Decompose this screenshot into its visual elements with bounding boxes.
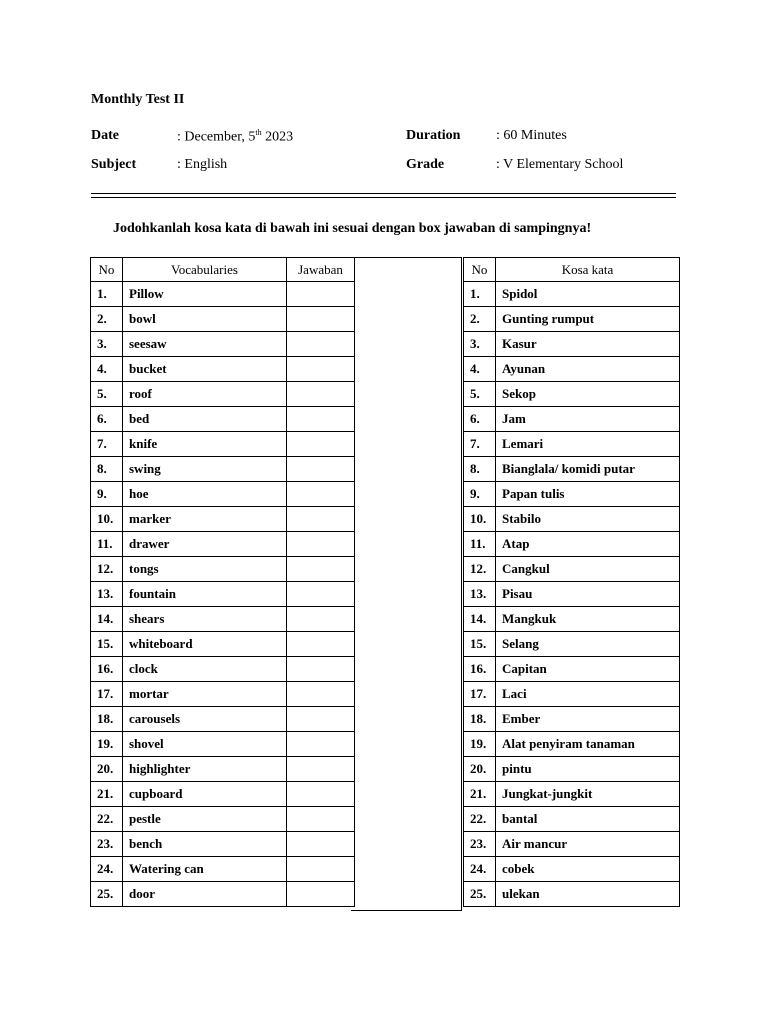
answer-cell[interactable] — [287, 857, 355, 882]
answer-cell[interactable] — [287, 282, 355, 307]
row-word: Mangkuk — [496, 607, 680, 632]
answer-cell[interactable] — [287, 407, 355, 432]
answer-cell[interactable] — [287, 532, 355, 557]
answer-cell[interactable] — [287, 832, 355, 857]
table-row — [464, 632, 680, 657]
row-word: hoe — [123, 482, 287, 507]
row-number: 14. — [464, 607, 496, 632]
table-row — [464, 732, 680, 757]
row-number: 1. — [464, 282, 496, 307]
table-row — [91, 807, 355, 832]
table-row — [464, 532, 680, 557]
row-number: 10. — [464, 507, 496, 532]
date-value — [177, 128, 293, 146]
answer-cell[interactable] — [287, 607, 355, 632]
row-number: 25. — [464, 882, 496, 907]
row-word: seesaw — [123, 332, 287, 357]
answer-cell[interactable] — [287, 307, 355, 332]
row-number: 21. — [91, 782, 123, 807]
row-number: 8. — [91, 457, 123, 482]
table-row — [91, 757, 355, 782]
row-word: Jam — [496, 407, 680, 432]
row-word: Sekop — [496, 382, 680, 407]
row-number: 2. — [91, 307, 123, 332]
divider-line-top — [91, 193, 676, 194]
table-row — [91, 307, 355, 332]
row-word: ulekan — [496, 882, 680, 907]
table-row — [464, 382, 680, 407]
divider-line-bottom — [91, 197, 676, 198]
table-row — [464, 757, 680, 782]
row-word: pestle — [123, 807, 287, 832]
table-row — [91, 482, 355, 507]
date-value-prefix: : December, 5 — [177, 129, 256, 145]
row-number: 5. — [464, 382, 496, 407]
grade-value: : V Elementary School — [496, 157, 624, 172]
row-word: Cangkul — [496, 557, 680, 582]
row-number: 21. — [464, 782, 496, 807]
table-row — [91, 707, 355, 732]
row-number: 2. — [464, 307, 496, 332]
row-number: 3. — [464, 332, 496, 357]
row-number: 22. — [91, 807, 123, 832]
table-row — [91, 782, 355, 807]
table-row — [91, 632, 355, 657]
row-number: 1. — [91, 282, 123, 307]
duration-label: Duration — [406, 128, 461, 143]
table-row — [464, 282, 680, 307]
row-number: 14. — [91, 607, 123, 632]
row-word: marker — [123, 507, 287, 532]
table-row — [464, 707, 680, 732]
header-vocabularies: Vocabularies — [123, 258, 287, 282]
table-header-row — [464, 258, 680, 282]
table-row — [464, 857, 680, 882]
row-number: 12. — [91, 557, 123, 582]
answer-cell[interactable] — [287, 757, 355, 782]
table-row — [91, 382, 355, 407]
table-row — [464, 557, 680, 582]
table-row — [464, 607, 680, 632]
row-number: 10. — [91, 507, 123, 532]
date-value-sup: th — [255, 128, 262, 137]
row-number: 17. — [464, 682, 496, 707]
table-row — [91, 507, 355, 532]
answer-cell[interactable] — [287, 582, 355, 607]
row-number: 24. — [91, 857, 123, 882]
answer-cell[interactable] — [287, 732, 355, 757]
table-row — [91, 532, 355, 557]
answer-cell[interactable] — [287, 782, 355, 807]
row-number: 18. — [464, 707, 496, 732]
table-row — [464, 507, 680, 532]
row-word: bowl — [123, 307, 287, 332]
table-row — [464, 582, 680, 607]
row-word: Air mancur — [496, 832, 680, 857]
row-number: 18. — [91, 707, 123, 732]
answer-cell[interactable] — [287, 482, 355, 507]
vocabularies-table — [90, 257, 355, 907]
row-word: carousels — [123, 707, 287, 732]
row-word: roof — [123, 382, 287, 407]
row-word: clock — [123, 657, 287, 682]
answer-cell[interactable] — [287, 507, 355, 532]
date-label: Date — [91, 128, 119, 143]
table-row — [464, 657, 680, 682]
table-row — [464, 807, 680, 832]
table-row — [464, 457, 680, 482]
row-number: 20. — [464, 757, 496, 782]
answer-cell[interactable] — [287, 682, 355, 707]
answer-cell[interactable] — [287, 457, 355, 482]
row-word: bed — [123, 407, 287, 432]
row-word: Watering can — [123, 857, 287, 882]
row-number: 22. — [464, 807, 496, 832]
row-number: 13. — [91, 582, 123, 607]
row-number: 19. — [91, 732, 123, 757]
table-row — [464, 432, 680, 457]
answer-cell[interactable] — [287, 432, 355, 457]
row-word: bantal — [496, 807, 680, 832]
row-word: mortar — [123, 682, 287, 707]
answer-cell[interactable] — [287, 332, 355, 357]
row-word: Capitan — [496, 657, 680, 682]
answer-cell[interactable] — [287, 707, 355, 732]
header-kosa-kata: Kosa kata — [496, 258, 680, 282]
row-number: 5. — [91, 382, 123, 407]
row-word: Alat penyiram tanaman — [496, 732, 680, 757]
row-word: Pisau — [496, 582, 680, 607]
row-word: Ember — [496, 707, 680, 732]
row-number: 23. — [464, 832, 496, 857]
row-word: tongs — [123, 557, 287, 582]
row-number: 6. — [91, 407, 123, 432]
grade-label: Grade — [406, 157, 445, 172]
date-value-suffix: 2023 — [261, 129, 294, 145]
table-row — [91, 732, 355, 757]
table-header-row — [91, 258, 355, 282]
row-number: 15. — [464, 632, 496, 657]
row-number: 16. — [464, 657, 496, 682]
table-row — [91, 332, 355, 357]
instruction-text: Jodohkanlah kosa kata di bawah ini sesuai dengan box jawaban di sampingnya! — [113, 221, 592, 236]
table-row — [464, 332, 680, 357]
page-title: Monthly Test II — [91, 92, 185, 107]
row-word: Jungkat-jungkit — [496, 782, 680, 807]
row-word: Ayunan — [496, 357, 680, 382]
row-number: 25. — [91, 882, 123, 907]
row-word: Laci — [496, 682, 680, 707]
table-row — [91, 407, 355, 432]
row-word: highlighter — [123, 757, 287, 782]
row-word: fountain — [123, 582, 287, 607]
answer-cell[interactable] — [287, 807, 355, 832]
subject-label: Subject — [91, 157, 137, 172]
table-row — [464, 832, 680, 857]
table-row — [464, 882, 680, 907]
header-no: No — [91, 258, 123, 282]
row-word: bench — [123, 832, 287, 857]
answer-cell[interactable] — [287, 382, 355, 407]
answer-cell[interactable] — [287, 657, 355, 682]
row-number: 3. — [91, 332, 123, 357]
header-no: No — [464, 258, 496, 282]
row-number: 13. — [464, 582, 496, 607]
row-word: swing — [123, 457, 287, 482]
row-word: door — [123, 882, 287, 907]
table-row — [91, 657, 355, 682]
row-word: Spidol — [496, 282, 680, 307]
subject-value: : English — [177, 157, 228, 172]
separator-box — [351, 257, 462, 911]
row-number: 23. — [91, 832, 123, 857]
row-number: 24. — [464, 857, 496, 882]
row-number: 20. — [91, 757, 123, 782]
table-row — [91, 432, 355, 457]
row-number: 7. — [91, 432, 123, 457]
row-word: Bianglala/ komidi putar — [496, 457, 680, 482]
row-word: Lemari — [496, 432, 680, 457]
row-number: 4. — [464, 357, 496, 382]
row-number: 7. — [464, 432, 496, 457]
table-row — [464, 782, 680, 807]
header-jawaban: Jawaban — [287, 258, 355, 282]
row-number: 9. — [91, 482, 123, 507]
row-word: Stabilo — [496, 507, 680, 532]
table-row — [91, 357, 355, 382]
row-number: 17. — [91, 682, 123, 707]
row-word: cupboard — [123, 782, 287, 807]
kosa-kata-table — [463, 257, 680, 907]
row-number: 8. — [464, 457, 496, 482]
row-word: shovel — [123, 732, 287, 757]
answer-cell[interactable] — [287, 632, 355, 657]
table-row — [464, 307, 680, 332]
row-number: 16. — [91, 657, 123, 682]
row-number: 15. — [91, 632, 123, 657]
row-word: Pillow — [123, 282, 287, 307]
row-word: bucket — [123, 357, 287, 382]
row-word: cobek — [496, 857, 680, 882]
answer-cell[interactable] — [287, 557, 355, 582]
row-number: 4. — [91, 357, 123, 382]
table-row — [464, 682, 680, 707]
duration-value: : 60 Minutes — [496, 128, 567, 143]
row-number: 19. — [464, 732, 496, 757]
table-row — [91, 557, 355, 582]
table-row — [91, 607, 355, 632]
table-row — [91, 582, 355, 607]
row-number: 11. — [464, 532, 496, 557]
table-row — [91, 832, 355, 857]
row-number: 9. — [464, 482, 496, 507]
row-word: shears — [123, 607, 287, 632]
table-row — [464, 357, 680, 382]
row-word: Kasur — [496, 332, 680, 357]
table-row — [91, 857, 355, 882]
row-number: 12. — [464, 557, 496, 582]
row-word: knife — [123, 432, 287, 457]
row-word: pintu — [496, 757, 680, 782]
table-row — [91, 682, 355, 707]
table-row — [91, 882, 355, 907]
table-row — [464, 407, 680, 432]
answer-cell[interactable] — [287, 357, 355, 382]
answer-cell[interactable] — [287, 882, 355, 907]
row-word: Selang — [496, 632, 680, 657]
table-row — [464, 482, 680, 507]
table-row — [91, 457, 355, 482]
row-word: Atap — [496, 532, 680, 557]
row-word: whiteboard — [123, 632, 287, 657]
table-row — [91, 282, 355, 307]
row-word: Papan tulis — [496, 482, 680, 507]
row-number: 11. — [91, 532, 123, 557]
row-number: 6. — [464, 407, 496, 432]
row-word: Gunting rumput — [496, 307, 680, 332]
row-word: drawer — [123, 532, 287, 557]
